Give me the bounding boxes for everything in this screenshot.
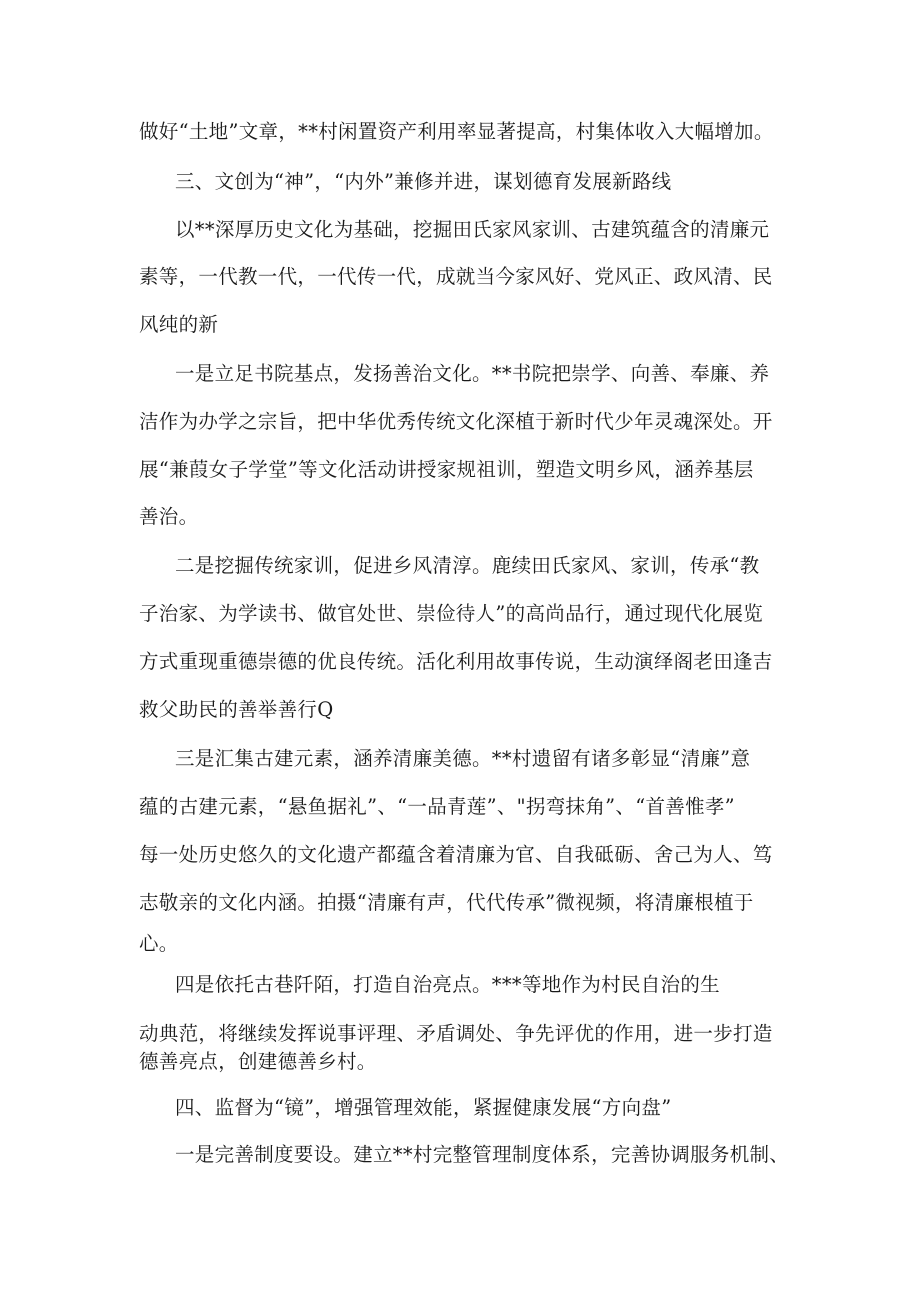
section-heading: 四、监督为“镜”，增强管理效能，紧握健康发展“方向盘” — [175, 1096, 672, 1119]
paragraph-line: 子治家、为学读书、做官处世、崇俭待人”的高尚品行，通过现代化展览 — [139, 602, 764, 625]
paragraph-line: 动典范，将继续发挥说事评理、矛盾调处、争先评优的作用，进一步打造 — [139, 1022, 773, 1045]
paragraph-line: 以**深厚历史文化为基础，挖掘田氏家风家训、古建筑蕴含的清廉元 — [175, 218, 770, 241]
paragraph-line: 风纯的新 — [139, 313, 219, 336]
paragraph-line: 德善亮点，创建德善乡村。 — [139, 1050, 377, 1073]
paragraph-line: 一是立足书院基点，发扬善治文化。**书院把崇学、向善、奉廉、养 — [175, 362, 770, 385]
paragraph-line: 四是依托古巷阡陌，打造自治亮点。***等地作为村民自治的生 — [175, 973, 720, 996]
paragraph-line: 一是完善制度要设。建立**村完整管理制度体系，完善协调服务机制、 — [175, 1143, 790, 1166]
paragraph-line: 素等，一代教一代，一代传一代，成就当今家风好、党风正、政风清、民 — [139, 265, 773, 288]
paragraph-line: 洁作为办学之宗旨，把中华优秀传统文化深植于新时代少年灵魂深处。开 — [139, 410, 773, 433]
paragraph-line: 每一处历史悠久的文化遗产都蕴含着清廉为官、自我砥砺、舍己为人、笃 — [139, 843, 773, 866]
paragraph-line: 救父助民的善举善行Q — [139, 698, 334, 721]
paragraph-line: 展“兼葭女子学堂”等文化活动讲授家规祖训，塑造文明乡风，涵养基层 — [139, 458, 754, 481]
paragraph-line: 善治。 — [139, 505, 199, 528]
paragraph-line: 蕴的古建元素，“悬鱼据礼”、“一品青莲”、"拐弯抹角”、“首善惟孝” — [139, 795, 735, 818]
paragraph-line: 心。 — [139, 932, 179, 955]
paragraph-line: 二是挖掘传统家训，促进乡风清淳。鹿续田氏家风、家训，传承“教 — [175, 554, 760, 577]
paragraph-line: 做好“土地”文章，**村闲置资产利用率显著提高，村集体收入大幅增加。 — [139, 120, 774, 143]
paragraph-line: 志敬亲的文化内涵。拍摄“清廉有声，代代传承”微视频，将清廉根植于 — [139, 891, 754, 914]
paragraph-line: 方式重现重德崇德的优良传统。活化利用故事传说，生动演绎阁老田逢吉 — [139, 650, 773, 673]
section-heading: 三、文创为“神”，“内外”兼修并进，谋划德育发展新路线 — [175, 170, 672, 193]
paragraph-line: 三是汇集古建元素，涵养清廉美德。**村遗留有诸多彰显“清廉”意 — [175, 747, 751, 770]
